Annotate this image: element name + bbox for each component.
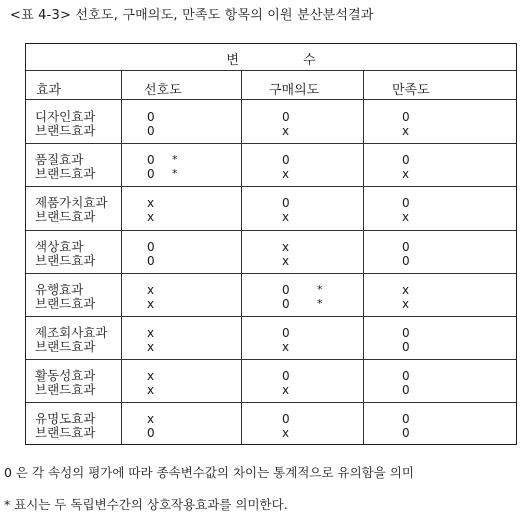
purchase-intent-value: x [282, 210, 290, 225]
purchase-intent-value: 0 [282, 326, 290, 340]
satisfaction-value: x [402, 282, 410, 297]
group-divider [26, 230, 516, 231]
column-header-satisfaction: 만족도 [392, 83, 430, 98]
purchase-intent-value: x [282, 239, 290, 254]
anova-results-table [25, 43, 517, 445]
header-divider [26, 70, 516, 71]
preference-value: 0 [147, 253, 155, 268]
purchase-intent-value: x [282, 167, 290, 182]
group-divider [26, 402, 516, 403]
group-divider [26, 186, 516, 187]
effect-label: 유행효과 [35, 281, 84, 297]
satisfaction-value: x [402, 210, 410, 225]
effect-label: 브랜드효과 [35, 166, 96, 182]
column-header-preference: 선호도 [144, 83, 182, 98]
purchase-intent-value: 0 [282, 296, 290, 311]
note-interaction: * 표시는 두 독립변수간의 상호작용효과를 의미한다. [4, 497, 288, 512]
satisfaction-value: 0 [402, 253, 410, 268]
preference-value: x [147, 282, 155, 297]
satisfaction-value: 0 [402, 110, 410, 124]
effect-label: 브랜드효과 [35, 382, 96, 398]
interaction-marker: * [172, 167, 178, 181]
preference-value: 0 [147, 124, 155, 138]
purchase-intent-value: 0 [282, 153, 290, 168]
preference-value: x [147, 326, 155, 340]
interaction-marker: * [317, 282, 323, 296]
column-divider [241, 71, 242, 444]
preference-value: 0 [147, 426, 155, 441]
preference-value: x [147, 340, 155, 354]
satisfaction-value: 0 [402, 340, 410, 354]
effect-label: 브랜드효과 [35, 339, 96, 354]
effect-label: 품질효과 [35, 152, 84, 168]
satisfaction-value: x [402, 167, 410, 182]
preference-value: x [147, 383, 155, 398]
satisfaction-value: 0 [402, 239, 410, 254]
table-caption: <표 4-3> 선호도, 구매의도, 만족도 항목의 이원 분산분석결과 [10, 8, 374, 23]
group-divider [26, 359, 516, 360]
effect-label: 브랜드효과 [35, 123, 96, 138]
preference-value: 0 [147, 110, 155, 124]
purchase-intent-value: 0 [282, 369, 290, 384]
effect-label: 유명도효과 [35, 411, 96, 427]
preference-value: x [147, 296, 155, 311]
column-header-purchase-intent: 구매의도 [269, 83, 320, 98]
preference-value: x [147, 412, 155, 427]
group-divider [26, 273, 516, 274]
satisfaction-value: 0 [402, 153, 410, 168]
satisfaction-value: x [402, 124, 410, 138]
satisfaction-value: 0 [402, 326, 410, 340]
preference-value: x [147, 369, 155, 384]
preference-value: 0 [147, 239, 155, 254]
interaction-marker: * [172, 153, 178, 167]
purchase-intent-value: x [282, 426, 290, 441]
effect-label: 색상효과 [35, 238, 84, 254]
purchase-intent-value: x [282, 124, 290, 138]
preference-value: 0 [147, 153, 155, 168]
note-significance: 0 은 각 속성의 평가에 따라 종속변수값의 차이는 통계적으로 유의함을 의미 [4, 465, 414, 480]
satisfaction-value: 0 [402, 383, 410, 398]
purchase-intent-value: x [282, 253, 290, 268]
satisfaction-value: 0 [402, 426, 410, 441]
column-header-divider [26, 99, 516, 100]
satisfaction-value: 0 [402, 412, 410, 427]
effect-label: 제조회사효과 [35, 325, 108, 340]
interaction-marker: * [317, 296, 323, 310]
purchase-intent-value: 0 [282, 412, 290, 427]
satisfaction-value: 0 [402, 369, 410, 384]
variable-header: 변 수 [226, 53, 346, 68]
purchase-intent-value: x [282, 340, 290, 354]
group-divider [26, 143, 516, 144]
column-divider [121, 71, 122, 444]
effect-label: 브랜드효과 [35, 425, 96, 441]
preference-value: x [147, 196, 155, 211]
effect-label: 브랜드효과 [35, 295, 96, 311]
effect-label: 활동성효과 [35, 368, 96, 384]
purchase-intent-value: 0 [282, 282, 290, 297]
column-header-effect: 효과 [36, 83, 62, 98]
preference-value: x [147, 210, 155, 225]
effect-label: 디자인효과 [35, 109, 96, 124]
purchase-intent-value: 0 [282, 110, 290, 124]
effect-label: 브랜드효과 [35, 209, 96, 225]
group-divider [26, 316, 516, 317]
effect-label: 제품가치효과 [35, 195, 108, 211]
column-divider [363, 71, 364, 444]
preference-value: 0 [147, 167, 155, 182]
effect-label: 브랜드효과 [35, 252, 96, 268]
satisfaction-value: x [402, 296, 410, 311]
purchase-intent-value: 0 [282, 196, 290, 211]
satisfaction-value: 0 [402, 196, 410, 211]
purchase-intent-value: x [282, 383, 290, 398]
